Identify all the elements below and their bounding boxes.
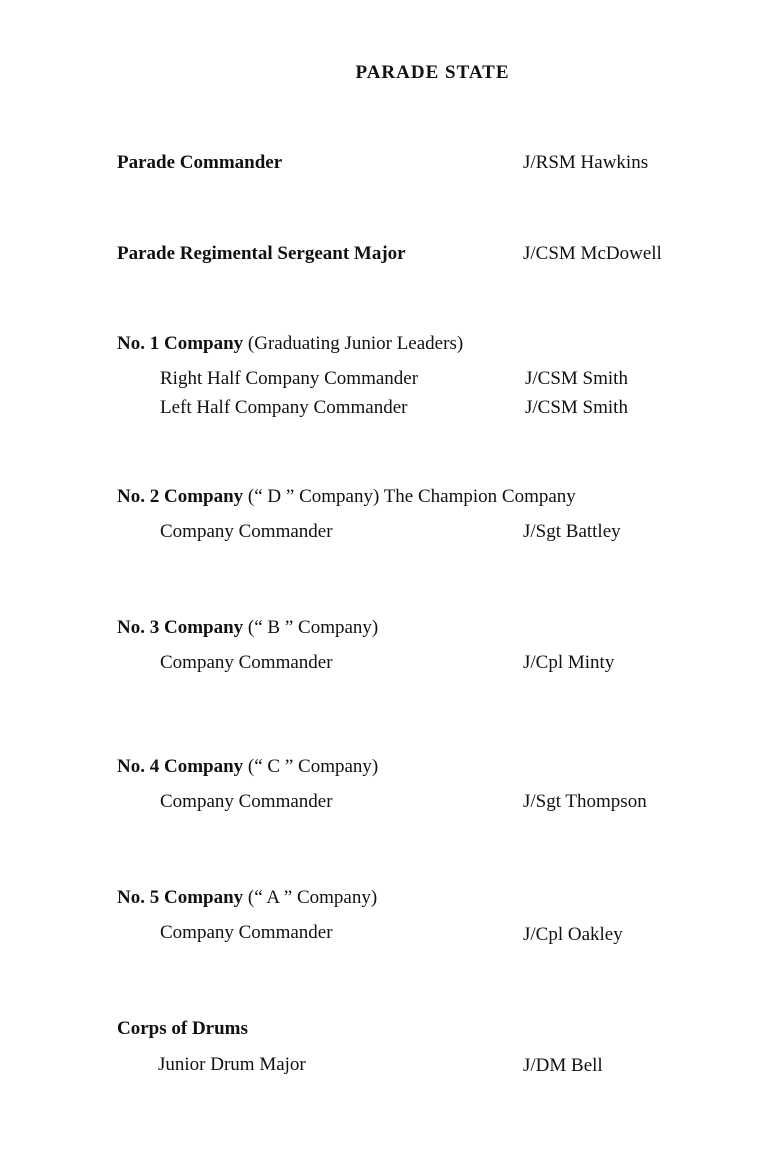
company2-heading: No. 2 Company [117, 486, 244, 507]
company4-commander-label: Company Commander [160, 791, 333, 812]
drums-major-value: J/DM Bell [523, 1055, 603, 1076]
company3-commander-label: Company Commander [160, 652, 333, 673]
company3-heading: No. 3 Company [117, 617, 244, 638]
company2-note: (“ D ” Company) The Champion Company [247, 486, 576, 507]
company3-header [117, 617, 378, 639]
company4-note: (“ C ” Company) [247, 756, 379, 777]
company2-header [117, 486, 576, 508]
company5-header [117, 887, 377, 909]
company5-heading: No. 5 Company [117, 887, 244, 908]
company3-commander-value: J/Cpl Minty [523, 652, 615, 673]
company4-heading: No. 4 Company [117, 756, 244, 777]
company1-left-half-label: Left Half Company Commander [160, 397, 408, 418]
company4-header [117, 756, 378, 778]
parade-rsm-value: J/CSM McDowell [523, 243, 662, 264]
company1-left-half-value: J/CSM Smith [525, 397, 628, 418]
company5-commander-label: Company Commander [160, 922, 333, 943]
company1-right-half-value: J/CSM Smith [525, 368, 628, 389]
company2-commander-value: J/Sgt Battley [523, 521, 621, 542]
parade-commander-value: J/RSM Hawkins [523, 152, 649, 173]
company4-commander-value: J/Sgt Thompson [523, 791, 647, 812]
company2-commander-label: Company Commander [160, 521, 333, 542]
company1-heading: No. 1 Company [117, 333, 244, 354]
page-title: PARADE STATE [355, 62, 510, 83]
company1-note: (Graduating Junior Leaders) [247, 333, 464, 354]
company1-right-half-label: Right Half Company Commander [160, 368, 419, 389]
drums-heading: Corps of Drums [117, 1018, 248, 1039]
company3-note: (“ B ” Company) [247, 617, 379, 638]
parade-rsm-label: Parade Regimental Sergeant Major [117, 243, 406, 264]
company5-note: (“ A ” Company) [247, 887, 378, 908]
company5-commander-value: J/Cpl Oakley [523, 924, 623, 945]
parade-commander-label: Parade Commander [117, 152, 283, 173]
drums-major-label: Junior Drum Major [158, 1054, 306, 1075]
company1-header [117, 333, 463, 355]
